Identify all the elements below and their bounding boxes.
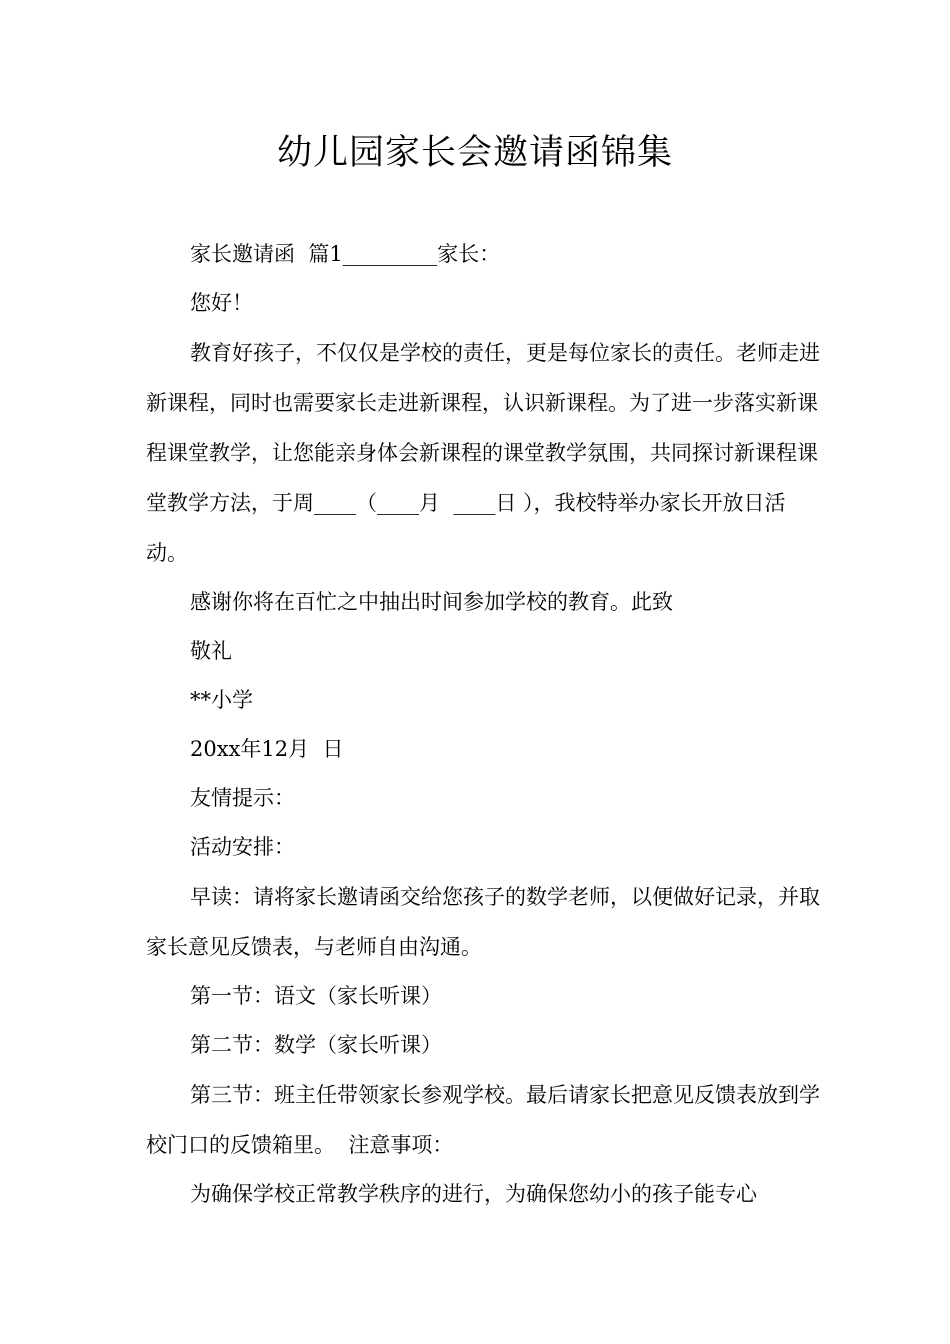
paragraph-greeting-line: 家长邀请函 篇1_________家长： <box>190 242 501 266</box>
document-body <box>146 230 826 1219</box>
paragraph-hello: 您好！ <box>190 291 253 315</box>
paragraph-morning-reading: 早读：请将家长邀请函交给您孩子的数学老师，以便做好记录，并取家长意见反馈表，与老师自由沟通。 <box>146 885 820 959</box>
paragraph-school: **小学 <box>190 688 253 712</box>
document-title: 幼儿园家长会邀请函锦集 <box>276 133 673 173</box>
paragraph-period-three: 第三节：班主任带领家长参观学校。最后请家长把意见反馈表放到学校门口的反馈箱里。 注意事项： <box>146 1083 820 1157</box>
paragraph-intro: 教育好孩子，不仅仅是学校的责任，更是每位家长的责任。老师走进新课程，同时也需要家长走进新课程，认识新课程。为了进一步落实新课程课堂教学，让您能亲身体会新课程的课堂教学氛围，共同探讨新课程课堂教学方法，于周____（____月 ____日 ），我校特举办家长开放日活动。 <box>146 341 820 565</box>
paragraph-schedule-heading: 活动安排： <box>190 835 295 859</box>
paragraph-period-two: 第二节：数学（家长听课） <box>190 1033 442 1057</box>
paragraph-notice: 为确保学校正常教学秩序的进行，为确保您幼小的孩子能专心 <box>190 1182 757 1206</box>
paragraph-thanks: 感谢你将在百忙之中抽出时间参加学校的教育。此致 <box>190 590 673 614</box>
paragraph-date: 20xx年12月 日 <box>190 737 344 761</box>
paragraph-period-one: 第一节：语文（家长听课） <box>190 984 442 1008</box>
paragraph-tips: 友情提示： <box>190 786 295 810</box>
paragraph-salute: 敬礼 <box>190 639 232 663</box>
